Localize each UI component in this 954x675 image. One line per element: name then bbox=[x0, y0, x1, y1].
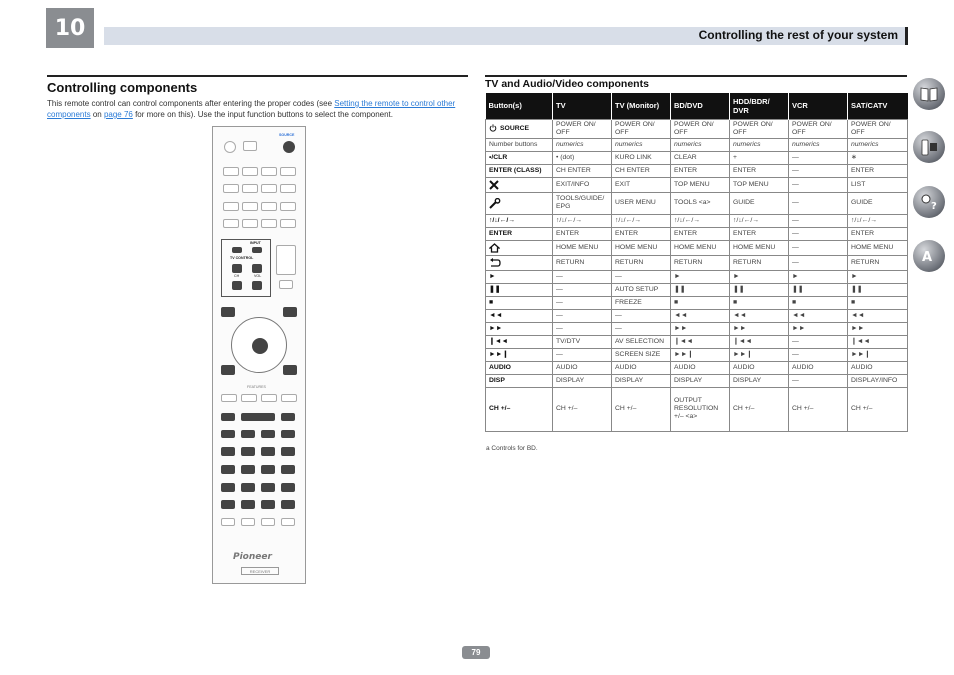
mute-button bbox=[279, 280, 293, 289]
cross-icon bbox=[221, 307, 235, 317]
enter-button bbox=[261, 500, 275, 509]
code-cell: numerics bbox=[612, 138, 671, 151]
section-rule-left bbox=[47, 75, 468, 77]
remote-control-illustration: SOURCE INPUT TV CONTROL CH VOL FEATURES Pioneer RECEIVER bbox=[212, 126, 306, 584]
remote-button bbox=[232, 247, 242, 253]
col-header: TV bbox=[553, 93, 612, 119]
stop-icon bbox=[281, 413, 295, 421]
clr-button bbox=[221, 500, 235, 509]
table-row bbox=[486, 255, 908, 270]
col-header: TV (Monitor) bbox=[612, 93, 671, 119]
code-cell: ◄◄ bbox=[848, 309, 908, 322]
link-setting-remote[interactable]: Setting the remote to control other components bbox=[47, 99, 456, 119]
remote-button bbox=[243, 141, 257, 151]
code-cell: — bbox=[612, 309, 671, 322]
code-cell: numerics bbox=[848, 138, 908, 151]
code-cell: AUDIO bbox=[671, 361, 730, 374]
code-cell: ►► bbox=[730, 322, 789, 335]
table-row bbox=[486, 177, 908, 192]
tools-icon bbox=[283, 307, 297, 317]
button-cell: CH +/– bbox=[486, 387, 553, 431]
remote-button bbox=[252, 281, 262, 290]
code-cell: ■ bbox=[730, 296, 789, 309]
button-cell: ❙◄◄ bbox=[486, 335, 553, 348]
table-row bbox=[486, 227, 908, 240]
remote-label-source: SOURCE bbox=[279, 133, 295, 137]
remote-button bbox=[242, 167, 258, 176]
tv-control-group: INPUT TV CONTROL CH VOL bbox=[221, 239, 271, 297]
code-cell: OUTPUT RESOLUTION +/– <a> bbox=[671, 387, 730, 431]
code-cell: ↑/↓/←/→ bbox=[553, 214, 612, 227]
button-cell: Number buttons bbox=[486, 138, 553, 151]
code-cell: AUDIO bbox=[553, 361, 612, 374]
code-cell: POWER ON/ OFF bbox=[730, 119, 789, 138]
code-cell: RETURN bbox=[730, 255, 789, 270]
home-icon bbox=[221, 365, 235, 375]
section-title: Controlling components bbox=[47, 80, 198, 95]
code-cell: + bbox=[730, 151, 789, 164]
code-cell: ■ bbox=[671, 296, 730, 309]
remote-button bbox=[280, 219, 296, 228]
footnote: a Controls for BD. bbox=[486, 445, 538, 452]
home-icon bbox=[489, 244, 500, 251]
code-cell: AUDIO bbox=[730, 361, 789, 374]
code-cell: ❚❚ bbox=[789, 283, 848, 296]
code-cell: AUTO SETUP bbox=[612, 283, 671, 296]
table-row bbox=[486, 119, 908, 138]
code-cell: RETURN bbox=[612, 255, 671, 270]
code-cell: ENTER bbox=[848, 164, 908, 177]
remote-button bbox=[242, 184, 258, 193]
brand-logo: Pioneer bbox=[233, 552, 272, 562]
svg-text:?: ? bbox=[931, 201, 937, 212]
code-cell: GUIDE bbox=[730, 192, 789, 214]
code-cell: CH +/– bbox=[730, 387, 789, 431]
code-cell: ► bbox=[848, 270, 908, 283]
code-cell: ►►❙ bbox=[848, 348, 908, 361]
button-cell: ENTER (CLASS) bbox=[486, 164, 553, 177]
num-button bbox=[241, 483, 255, 492]
source-power-icon bbox=[283, 141, 295, 153]
code-cell: — bbox=[612, 322, 671, 335]
remote-button bbox=[242, 202, 258, 211]
table-row bbox=[486, 192, 908, 214]
code-cell: RETURN bbox=[671, 255, 730, 270]
receiver-label: RECEIVER bbox=[241, 567, 279, 575]
button-cell: •/CLR bbox=[486, 151, 553, 164]
remote-button bbox=[221, 394, 237, 402]
intro-paragraph: This remote control can control components after entering the proper codes (see Setting the remote to control other components on page 76 for more on this). Use the input function buttons to select the component. bbox=[47, 99, 456, 119]
code-cell: — bbox=[553, 309, 612, 322]
header-band bbox=[104, 27, 908, 45]
table-row bbox=[486, 374, 908, 387]
table-row bbox=[486, 164, 908, 177]
table-row bbox=[486, 270, 908, 283]
code-cell: AUDIO bbox=[848, 361, 908, 374]
remote-button bbox=[242, 219, 258, 228]
col-header: VCR bbox=[789, 93, 848, 119]
code-cell: — bbox=[789, 240, 848, 255]
code-cell: EXIT/INFO bbox=[553, 177, 612, 192]
code-cell: ►► bbox=[848, 322, 908, 335]
code-cell: CH +/– bbox=[612, 387, 671, 431]
code-cell: POWER ON/ OFF bbox=[789, 119, 848, 138]
code-cell: — bbox=[789, 192, 848, 214]
button-cell: ►►❙ bbox=[486, 348, 553, 361]
code-cell: — bbox=[553, 348, 612, 361]
code-cell: RETURN bbox=[848, 255, 908, 270]
code-cell: TOP MENU bbox=[730, 177, 789, 192]
num-button bbox=[261, 483, 275, 492]
code-cell: • (dot) bbox=[553, 151, 612, 164]
num-button bbox=[241, 500, 255, 509]
remote-button bbox=[232, 281, 242, 290]
num-button bbox=[261, 465, 275, 474]
code-cell: — bbox=[789, 177, 848, 192]
fast-forward-icon bbox=[281, 430, 295, 438]
remote-button bbox=[223, 202, 239, 211]
cross-icon bbox=[489, 181, 499, 188]
remote-button bbox=[261, 184, 277, 193]
page-number: 79 bbox=[462, 646, 490, 659]
page-header-title: Controlling the rest of your system bbox=[698, 28, 898, 42]
remote-button bbox=[241, 394, 257, 402]
code-cell: — bbox=[553, 296, 612, 309]
code-cell: numerics bbox=[730, 138, 789, 151]
code-cell: — bbox=[789, 164, 848, 177]
pause-icon bbox=[221, 413, 235, 421]
code-cell: ❚❚ bbox=[671, 283, 730, 296]
code-cell: ► bbox=[671, 270, 730, 283]
remote-button bbox=[261, 167, 277, 176]
code-cell: ◄◄ bbox=[730, 309, 789, 322]
code-cell: DISPLAY/INFO bbox=[848, 374, 908, 387]
table-row bbox=[486, 361, 908, 374]
code-cell: ENTER bbox=[848, 227, 908, 240]
code-cell: ■ bbox=[848, 296, 908, 309]
button-cell: ■ bbox=[486, 296, 553, 309]
table-row bbox=[486, 138, 908, 151]
dpad bbox=[231, 317, 287, 373]
remote-button bbox=[261, 518, 275, 526]
num-button bbox=[261, 447, 275, 456]
code-cell: AUDIO bbox=[612, 361, 671, 374]
code-cell: POWER ON/ OFF bbox=[671, 119, 730, 138]
code-cell: ❙◄◄ bbox=[730, 335, 789, 348]
code-cell: ENTER bbox=[730, 164, 789, 177]
chapter-number: 10 bbox=[46, 8, 94, 48]
code-cell: — bbox=[789, 348, 848, 361]
code-cell: CLEAR bbox=[671, 151, 730, 164]
code-cell: — bbox=[789, 374, 848, 387]
code-cell: ◄◄ bbox=[789, 309, 848, 322]
code-cell: HOME MENU bbox=[612, 240, 671, 255]
code-cell: ►► bbox=[671, 322, 730, 335]
col-header: HDD/BDR/ DVR bbox=[730, 93, 789, 119]
return-icon bbox=[489, 259, 501, 266]
code-cell: HOME MENU bbox=[553, 240, 612, 255]
code-cell: ↑/↓/←/→ bbox=[612, 214, 671, 227]
code-cell: ENTER bbox=[730, 227, 789, 240]
remote-button bbox=[223, 184, 239, 193]
button-cell: ENTER bbox=[486, 227, 553, 240]
code-cell: TOOLS <a> bbox=[671, 192, 730, 214]
code-cell: HOME MENU bbox=[730, 240, 789, 255]
button-cell: DISP bbox=[486, 374, 553, 387]
code-cell: — bbox=[553, 283, 612, 296]
section-rule-right bbox=[485, 75, 907, 77]
code-cell: ►►❙ bbox=[730, 348, 789, 361]
button-cell: ❚❚ bbox=[486, 283, 553, 296]
next-icon bbox=[241, 430, 255, 438]
code-cell: POWER ON/ OFF bbox=[612, 119, 671, 138]
button-cell bbox=[486, 192, 553, 214]
tools-icon bbox=[489, 200, 501, 207]
button-cell: AUDIO bbox=[486, 361, 553, 374]
code-cell: ENTER bbox=[612, 227, 671, 240]
num-button bbox=[241, 447, 255, 456]
code-cell: LIST bbox=[848, 177, 908, 192]
table-row bbox=[486, 151, 908, 164]
code-cell: ■ bbox=[789, 296, 848, 309]
button-cell bbox=[486, 177, 553, 192]
code-cell: ► bbox=[730, 270, 789, 283]
button-cell: SOURCE bbox=[486, 119, 553, 138]
code-cell: — bbox=[789, 151, 848, 164]
code-cell: ❙◄◄ bbox=[671, 335, 730, 348]
code-cell: USER MENU bbox=[612, 192, 671, 214]
table-row bbox=[486, 309, 908, 322]
tools-icon[interactable] bbox=[913, 186, 945, 218]
code-cell: — bbox=[553, 270, 612, 283]
code-cell: AUDIO bbox=[789, 361, 848, 374]
code-cell: ↑/↓/←/→ bbox=[671, 214, 730, 227]
remote-button bbox=[280, 167, 296, 176]
table-row bbox=[486, 283, 908, 296]
code-cell: — bbox=[789, 335, 848, 348]
remote-button bbox=[223, 219, 239, 228]
button-cell bbox=[486, 255, 553, 270]
code-cell: ↑/↓/←/→ bbox=[730, 214, 789, 227]
code-cell: DISPLAY bbox=[730, 374, 789, 387]
volume-rocker bbox=[276, 245, 296, 275]
table-row bbox=[486, 348, 908, 361]
rewind-icon bbox=[261, 430, 275, 438]
remote-button bbox=[223, 167, 239, 176]
remote-button bbox=[241, 518, 255, 526]
code-cell: ►► bbox=[789, 322, 848, 335]
code-cell: HOME MENU bbox=[848, 240, 908, 255]
prev-icon bbox=[221, 430, 235, 438]
code-cell: TOOLS/GUIDE/ EPG bbox=[553, 192, 612, 214]
power-icon bbox=[489, 125, 497, 132]
table-row bbox=[486, 322, 908, 335]
code-cell: DISPLAY bbox=[671, 374, 730, 387]
code-cell: numerics bbox=[671, 138, 730, 151]
code-cell: ENTER bbox=[553, 227, 612, 240]
audio-button bbox=[281, 447, 295, 456]
remote-icon[interactable] bbox=[913, 131, 945, 163]
remote-button bbox=[261, 219, 277, 228]
code-cell: — bbox=[612, 270, 671, 283]
code-cell: ❙◄◄ bbox=[848, 335, 908, 348]
table-title: TV and Audio/Video components bbox=[485, 78, 649, 90]
button-cell: ► bbox=[486, 270, 553, 283]
code-cell: ∗ bbox=[848, 151, 908, 164]
code-cell: CH ENTER bbox=[612, 164, 671, 177]
table-row bbox=[486, 387, 908, 431]
code-cell: GUIDE bbox=[848, 192, 908, 214]
remote-button bbox=[280, 202, 296, 211]
code-cell: HOME MENU bbox=[671, 240, 730, 255]
code-cell: ◄◄ bbox=[671, 309, 730, 322]
code-cell: ↑/↓/←/→ bbox=[848, 214, 908, 227]
code-cell: CH +/– bbox=[789, 387, 848, 431]
code-cell: ❚❚ bbox=[730, 283, 789, 296]
code-cell: — bbox=[553, 322, 612, 335]
disp-button bbox=[281, 465, 295, 474]
remote-button bbox=[280, 184, 296, 193]
receiver-power-icon bbox=[224, 141, 236, 153]
remote-button bbox=[252, 247, 262, 253]
table-row bbox=[486, 240, 908, 255]
remote-button bbox=[281, 394, 297, 402]
code-cell: numerics bbox=[553, 138, 612, 151]
code-cell: ►►❙ bbox=[671, 348, 730, 361]
code-cell: DISPLAY bbox=[553, 374, 612, 387]
remote-button bbox=[261, 202, 277, 211]
button-cell: ◄◄ bbox=[486, 309, 553, 322]
button-cell bbox=[486, 240, 553, 255]
code-cell: EXIT bbox=[612, 177, 671, 192]
code-cell: ► bbox=[789, 270, 848, 283]
code-cell: FREEZE bbox=[612, 296, 671, 309]
ch-minus-button bbox=[281, 500, 295, 509]
remote-button bbox=[232, 264, 242, 273]
link-page-76[interactable]: page 76 bbox=[103, 110, 133, 119]
code-cell: — bbox=[789, 214, 848, 227]
code-cell: DISPLAY bbox=[612, 374, 671, 387]
code-cell: ENTER bbox=[671, 164, 730, 177]
remote-button bbox=[252, 264, 262, 273]
code-cell: POWER ON/ OFF bbox=[848, 119, 908, 138]
remote-button bbox=[281, 518, 295, 526]
code-cell: KURO LINK bbox=[612, 151, 671, 164]
remote-button bbox=[221, 518, 235, 526]
code-cell: CH ENTER bbox=[553, 164, 612, 177]
button-cell: ►► bbox=[486, 322, 553, 335]
code-cell: ❚❚ bbox=[848, 283, 908, 296]
button-cell: ↑/↓/←/→ bbox=[486, 214, 553, 227]
table-row bbox=[486, 214, 908, 227]
play-icon bbox=[241, 413, 275, 421]
code-cell: RETURN bbox=[553, 255, 612, 270]
code-cell: CH +/– bbox=[848, 387, 908, 431]
num-button bbox=[221, 483, 235, 492]
table-header-row bbox=[486, 93, 908, 119]
return-icon bbox=[283, 365, 297, 375]
num-button bbox=[221, 465, 235, 474]
table-row bbox=[486, 335, 908, 348]
remote-button bbox=[261, 394, 277, 402]
code-cell: TV/DTV bbox=[553, 335, 612, 348]
code-cell: numerics bbox=[789, 138, 848, 151]
col-header: SAT/CATV bbox=[848, 93, 908, 119]
code-cell: SCREEN SIZE bbox=[612, 348, 671, 361]
code-cell: TOP MENU bbox=[671, 177, 730, 192]
table-row bbox=[486, 296, 908, 309]
code-cell: POWER ON/ OFF bbox=[553, 119, 612, 138]
book-icon[interactable] bbox=[913, 78, 945, 110]
code-cell: — bbox=[789, 255, 848, 270]
code-cell: AV SELECTION bbox=[612, 335, 671, 348]
code-cell: — bbox=[789, 227, 848, 240]
num-button bbox=[241, 465, 255, 474]
help-icon[interactable] bbox=[913, 240, 945, 272]
col-header: BD/DVD bbox=[671, 93, 730, 119]
code-cell: CH +/– bbox=[553, 387, 612, 431]
control-codes-table bbox=[485, 93, 908, 432]
col-header: Button(s) bbox=[486, 93, 553, 119]
ch-plus-button bbox=[281, 483, 295, 492]
num-button bbox=[221, 447, 235, 456]
svg-text:A: A bbox=[922, 250, 933, 265]
code-cell: ENTER bbox=[671, 227, 730, 240]
